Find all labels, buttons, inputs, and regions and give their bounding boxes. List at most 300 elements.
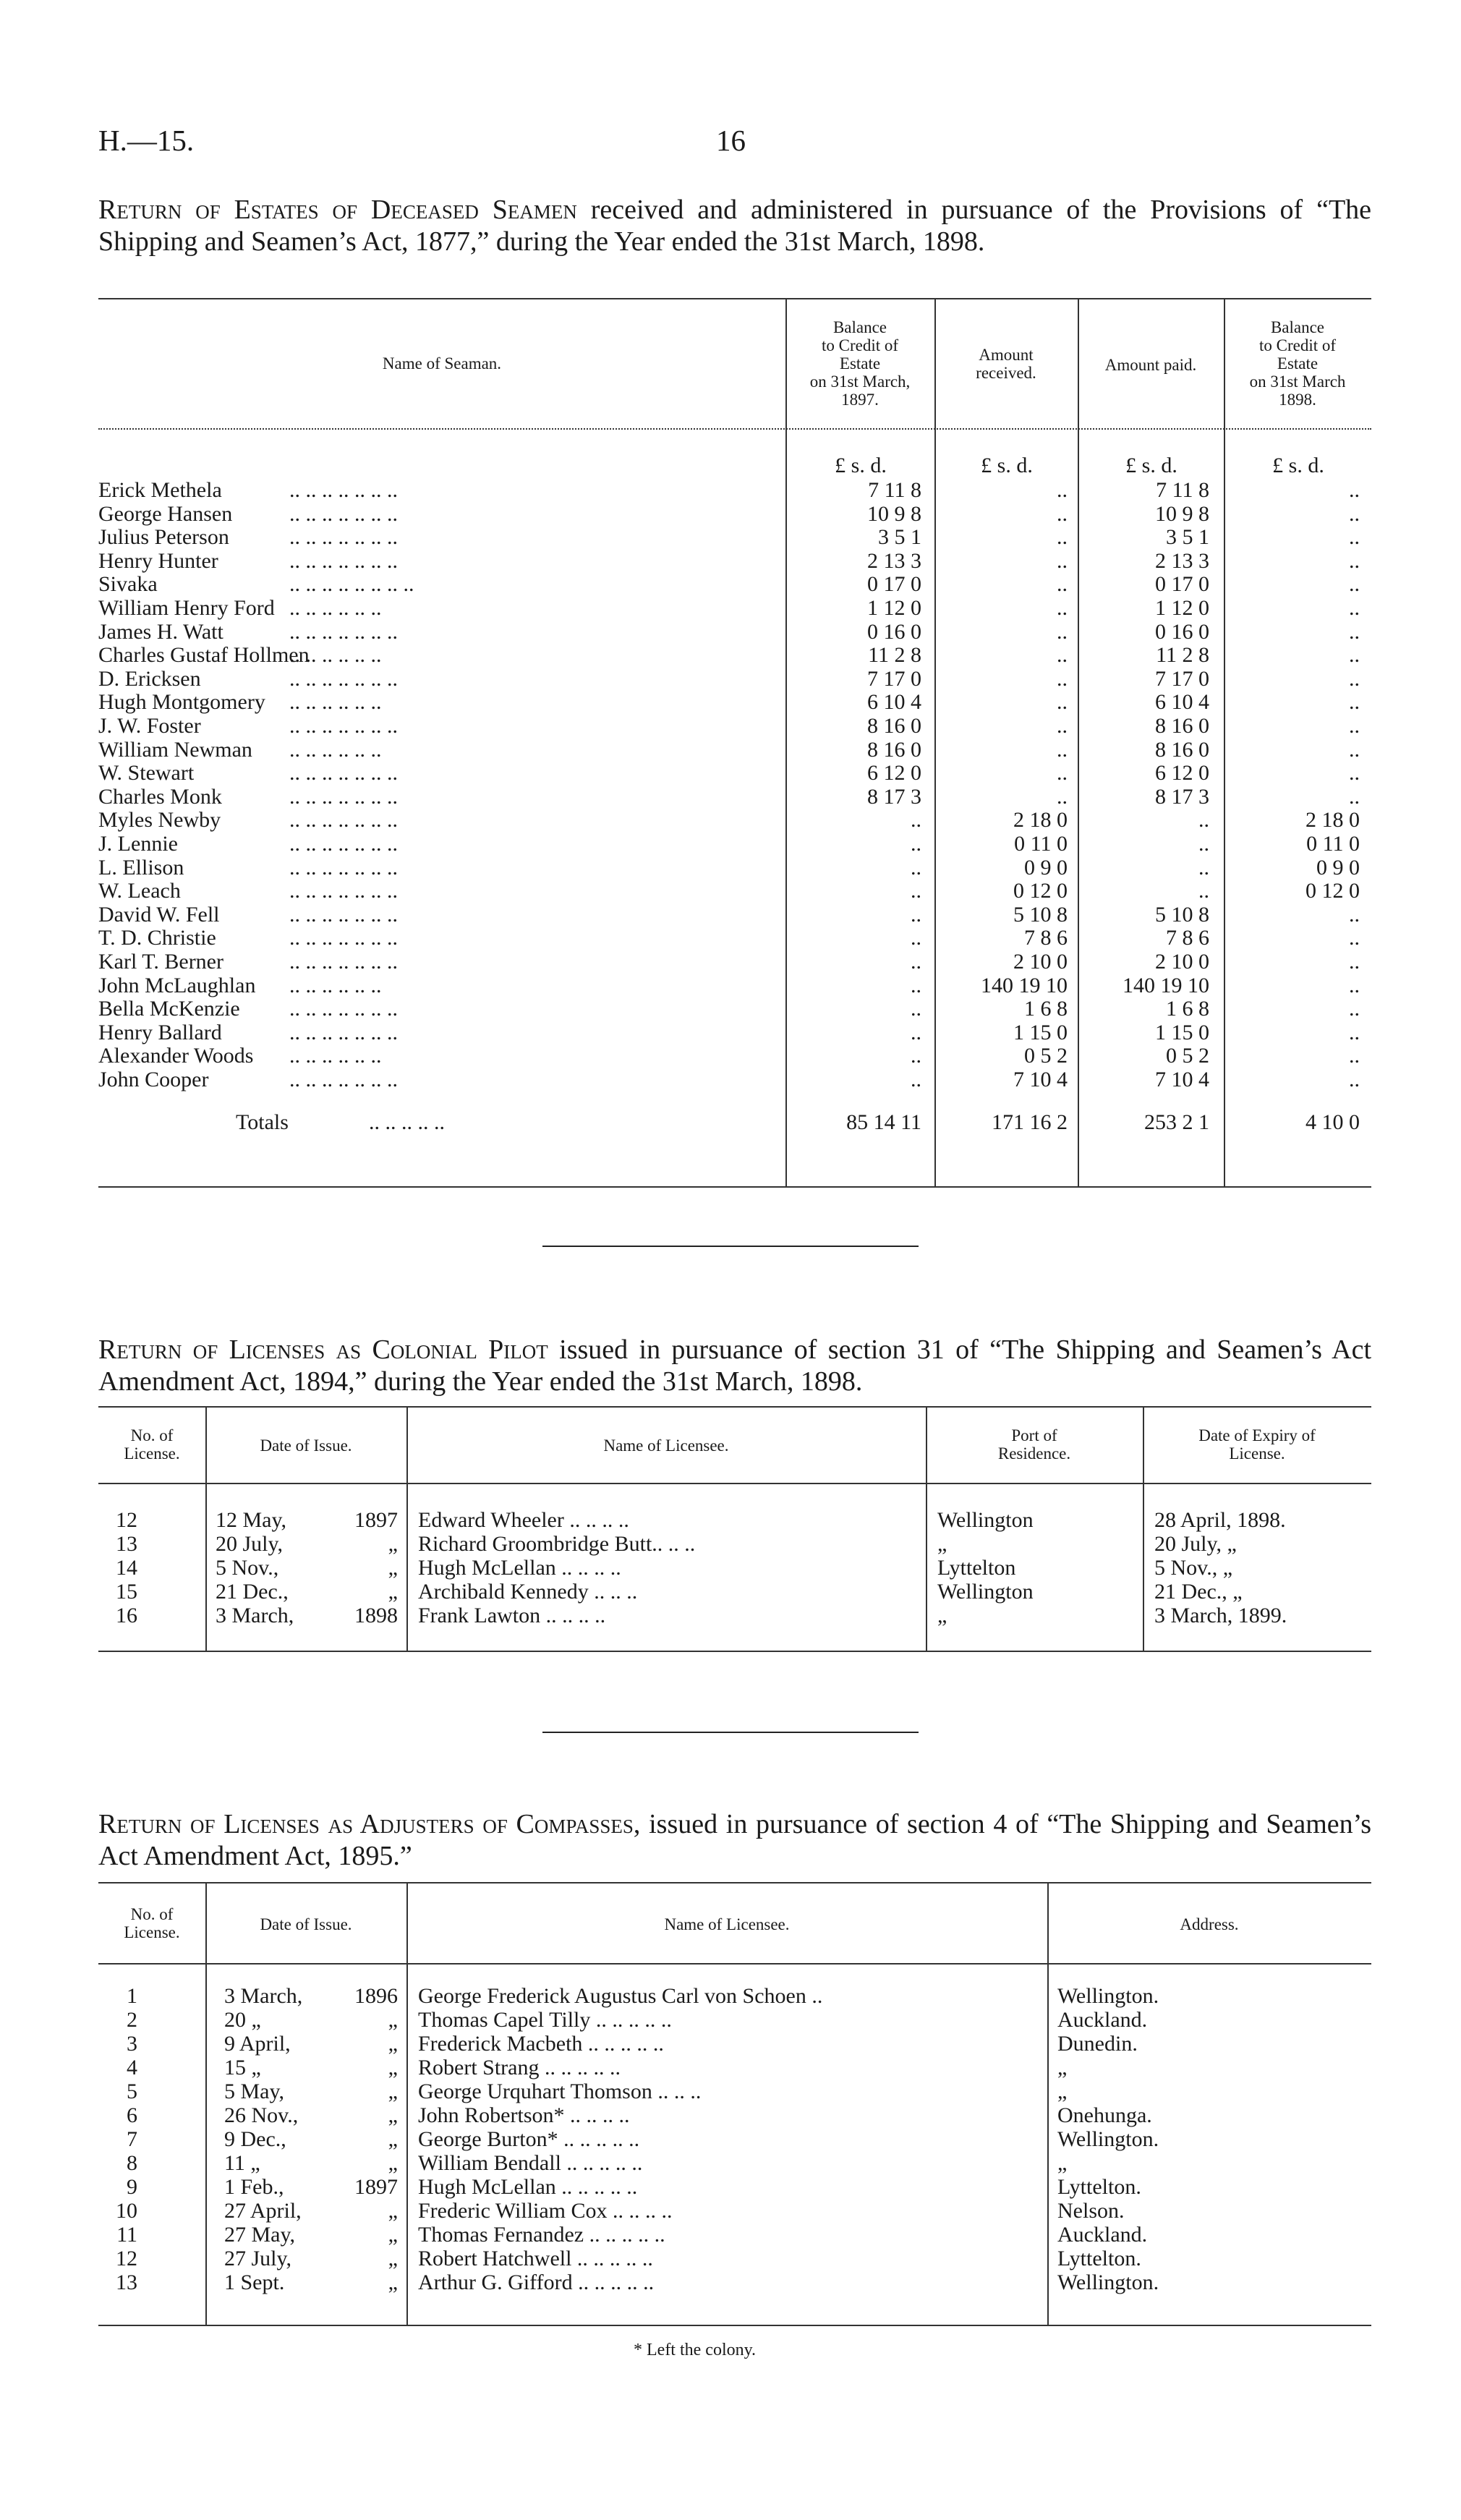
- licensee-name: Frederick Macbeth .. .. .. .. ..: [418, 2032, 664, 2056]
- licensee-name: Edward Wheeler .. .. .. ..: [418, 1508, 629, 1532]
- issue-date: 5 Nov.,: [216, 1556, 279, 1580]
- amount-paid: 8 17 3: [1155, 784, 1209, 809]
- compass-header-name: Name of Licensee.: [664, 1915, 790, 1933]
- issue-date: 3 March,: [224, 1984, 303, 2008]
- header-line: 1898.: [1279, 391, 1316, 409]
- licensee-name: Archibald Kennedy .. .. ..: [418, 1580, 638, 1604]
- address: Wellington.: [1057, 1984, 1159, 2008]
- table-row: [0, 2128, 1461, 2151]
- balance-1898: ..: [1349, 714, 1360, 738]
- totals-b1: 85 14 11: [846, 1110, 921, 1134]
- amount-received: ..: [1057, 737, 1068, 762]
- amount-received: 2 18 0: [1013, 808, 1068, 833]
- compass-header-address: Address.: [1180, 1915, 1239, 1933]
- license-no: 13: [116, 1532, 137, 1556]
- address: Wellington.: [1057, 2127, 1159, 2151]
- header-line: to Credit of: [821, 336, 899, 354]
- table-row: [0, 1604, 1461, 1627]
- licensee-name: Frank Lawton .. .. .. ..: [418, 1604, 606, 1627]
- pilot-title: [98, 1334, 1371, 1397]
- amount-paid: 0 17 0: [1155, 572, 1209, 597]
- table-row: [0, 621, 1461, 644]
- table-row: [0, 2200, 1461, 2223]
- balance-1898: ..: [1349, 784, 1360, 809]
- address: Auckland.: [1057, 2008, 1148, 2032]
- table-row: [0, 1533, 1461, 1556]
- license-no: 4: [127, 2056, 137, 2080]
- header-line: No. of: [130, 1426, 174, 1444]
- issue-date: 12 May,: [216, 1508, 287, 1532]
- balance-1898: ..: [1349, 478, 1360, 502]
- address: Dunedin.: [1057, 2032, 1138, 2056]
- balance-1897: ..: [911, 1044, 921, 1068]
- amount-received: 7 10 4: [1013, 1068, 1068, 1091]
- totals-received: 171 16 2: [992, 1110, 1068, 1134]
- seaman-name: Myles Newby: [98, 808, 221, 833]
- license-no: 10: [116, 2199, 137, 2223]
- seaman-name: J. W. Foster: [98, 714, 201, 738]
- issue-date: 26 Nov.,: [224, 2103, 299, 2127]
- leader-dots: .. .. .. .. .. .. ..: [289, 997, 398, 1021]
- balance-1898: 0 12 0: [1305, 879, 1360, 903]
- balance-1897: 0 17 0: [867, 572, 921, 597]
- table-row: [0, 880, 1461, 903]
- table-row: [0, 503, 1461, 526]
- amount-received: ..: [1057, 714, 1068, 738]
- leader-dots: .. .. .. .. .. .. ..: [289, 902, 398, 927]
- table-row: [0, 526, 1461, 549]
- header-line: License.: [1229, 1444, 1285, 1463]
- balance-1898: 0 11 0: [1306, 832, 1360, 856]
- issue-date: 3 March,: [216, 1604, 294, 1627]
- issue-year: „: [388, 2223, 398, 2247]
- issue-year: „: [388, 2127, 398, 2151]
- seaman-name: W. Stewart: [98, 761, 195, 786]
- amount-paid: 3 5 1: [1166, 525, 1209, 550]
- licensee-name: Hugh McLellan .. .. .. .. ..: [418, 2175, 638, 2199]
- compass-title-topic: of Licenses as Adjusters of Compasses,: [190, 1809, 641, 1839]
- pilot-header-no: [98, 1426, 205, 1463]
- issue-year: „: [388, 1556, 398, 1580]
- seaman-name: Hugh Montgomery: [98, 690, 265, 715]
- issue-year: „: [388, 2056, 398, 2080]
- header-line: Port of: [1011, 1426, 1057, 1444]
- balance-1897: 1 12 0: [867, 596, 921, 620]
- licensee-name: George Frederick Augustus Carl von Schoen ..: [418, 1984, 823, 2008]
- table-row: [0, 1580, 1461, 1604]
- balance-1897: 11 2 8: [868, 643, 921, 668]
- address: Lyttelton.: [1057, 2175, 1141, 2199]
- leader-dots: .. .. .. .. .. .. ..: [289, 832, 398, 856]
- licensee-name: Robert Strang .. .. .. .. ..: [418, 2056, 621, 2080]
- amount-received: ..: [1057, 619, 1068, 644]
- balance-1897: 6 12 0: [867, 761, 921, 786]
- leader-dots: .. .. .. .. .. ..: [289, 973, 382, 997]
- balance-1898: ..: [1349, 1020, 1360, 1044]
- estates-header-paid: Amount paid.: [1104, 356, 1197, 374]
- seaman-name: Charles Gustaf Hollmen: [98, 643, 310, 668]
- leader-dots: .. .. .. .. .. ..: [289, 643, 382, 668]
- expiry-date: 21 Dec., „: [1154, 1580, 1243, 1604]
- amount-received: ..: [1057, 690, 1068, 715]
- table-row: [0, 2009, 1461, 2032]
- issue-date: 9 April,: [224, 2032, 291, 2056]
- amount-paid: ..: [1198, 832, 1209, 856]
- compass-header-date: Date of Issue.: [260, 1915, 352, 1933]
- seaman-name: David W. Fell: [98, 902, 220, 927]
- table-row: [0, 2080, 1461, 2103]
- issue-year: „: [388, 2008, 398, 2032]
- balance-1897: ..: [911, 950, 921, 974]
- address: Lyttelton.: [1057, 2247, 1141, 2270]
- issue-date: 15 „: [224, 2056, 261, 2080]
- issue-date: 11 „: [224, 2151, 260, 2175]
- licensee-name: George Urquhart Thomson .. .. ..: [418, 2080, 702, 2103]
- balance-1898: 0 9 0: [1316, 855, 1360, 880]
- leader-dots: .. .. .. .. .. .. ..: [289, 950, 398, 974]
- table-row: [0, 833, 1461, 856]
- table-row: [0, 573, 1461, 596]
- amount-received: ..: [1057, 666, 1068, 691]
- issue-date: 9 Dec.,: [224, 2127, 286, 2151]
- seaman-name: Sivaka: [98, 572, 158, 597]
- license-no: 11: [116, 2223, 137, 2247]
- pilot-header-expiry: [1143, 1426, 1371, 1463]
- table-row: [0, 950, 1461, 974]
- license-no: 6: [127, 2103, 137, 2127]
- balance-1897: ..: [911, 1020, 921, 1044]
- seaman-name: T. D. Christie: [98, 926, 216, 950]
- estates-top-rule: [98, 298, 1371, 299]
- table-row: [0, 644, 1461, 667]
- header-line: received.: [976, 364, 1036, 382]
- compass-bottom-rule: [98, 2325, 1371, 2326]
- totals-label: Totals: [236, 1110, 289, 1134]
- leader-dots: .. .. .. .. .. .. ..: [289, 1068, 398, 1091]
- pilot-bottom-rule: [98, 1651, 1371, 1652]
- balance-1897: 8 16 0: [867, 714, 921, 738]
- header-line: to Credit of: [1258, 336, 1337, 354]
- license-no: 15: [116, 1580, 137, 1604]
- port: „: [937, 1532, 947, 1556]
- seaman-name: John McLaughlan: [98, 973, 256, 997]
- units-b1: £ s. d.: [835, 454, 887, 477]
- issue-year: 1896: [354, 1984, 398, 2008]
- balance-1898: ..: [1349, 548, 1360, 573]
- table-row: [0, 2247, 1461, 2270]
- table-row: [0, 997, 1461, 1021]
- amount-paid: ..: [1198, 808, 1209, 833]
- issue-year: „: [388, 2247, 398, 2270]
- table-row: [0, 1021, 1461, 1044]
- seaman-name: L. Ellison: [98, 855, 184, 880]
- header-line: Estate: [839, 354, 881, 373]
- table-row: [0, 2271, 1461, 2294]
- amount-paid: 6 10 4: [1155, 690, 1209, 715]
- balance-1898: ..: [1349, 1044, 1360, 1068]
- balance-1897: ..: [911, 832, 921, 856]
- licensee-name: Hugh McLellan .. .. .. ..: [418, 1556, 621, 1580]
- header-line: Date of Expiry of: [1198, 1426, 1316, 1444]
- port: Wellington: [937, 1580, 1034, 1604]
- address: „: [1057, 2151, 1068, 2175]
- table-row: [0, 597, 1461, 620]
- seaman-name: W. Leach: [98, 879, 181, 903]
- balance-1897: ..: [911, 1068, 921, 1091]
- licensee-name: Robert Hatchwell .. .. .. .. ..: [418, 2247, 653, 2270]
- pilot-title-lead: Return: [98, 1335, 182, 1365]
- license-no: 14: [116, 1556, 137, 1580]
- amount-paid: 5 10 8: [1155, 902, 1209, 927]
- port: „: [937, 1604, 947, 1627]
- table-row: [0, 715, 1461, 738]
- license-no: 3: [127, 2032, 137, 2056]
- amount-received: 1 6 8: [1024, 997, 1068, 1021]
- address: Wellington.: [1057, 2270, 1159, 2294]
- amount-paid: ..: [1198, 855, 1209, 880]
- issue-date: 27 July,: [224, 2247, 292, 2270]
- issue-date: 27 May,: [224, 2223, 296, 2247]
- header-line: on 31st March: [1249, 373, 1346, 391]
- footnote: * Left the colony.: [634, 2341, 757, 2359]
- issue-year: „: [388, 2080, 398, 2103]
- leader-dots: .. .. .. .. .. .. ..: [289, 666, 398, 691]
- license-no: 12: [116, 1508, 137, 1532]
- port: Lyttelton: [937, 1556, 1016, 1580]
- compass-top-rule: [98, 1882, 1371, 1883]
- leader-dots: .. .. .. .. .. .. ..: [289, 548, 398, 573]
- leader-dots: .. .. .. .. .. .. .. ..: [289, 572, 414, 597]
- amount-received: 0 11 0: [1014, 832, 1068, 856]
- issue-year: „: [388, 2032, 398, 2056]
- amount-paid: 11 2 8: [1156, 643, 1209, 668]
- licensee-name: William Bendall .. .. .. .. ..: [418, 2151, 643, 2175]
- section-separator: [542, 1732, 919, 1733]
- amount-received: 140 19 10: [981, 973, 1068, 997]
- table-row: [0, 1509, 1461, 1532]
- issue-year: „: [388, 2270, 398, 2294]
- pilot-title-topic: of Licenses as Colonial Pilot: [192, 1335, 548, 1365]
- pilot-title-rest: issued in pursuance of section 31 of “The Shipping and Seamen’s Act Amendment Act, 1894,” during the Year ended the 31st March, 1898.: [98, 1335, 1372, 1397]
- estates-title-topic: of Estates of Deceased Seamen: [195, 195, 577, 225]
- table-row: [0, 1557, 1461, 1580]
- table-row: [0, 2176, 1461, 2199]
- table-row: [0, 762, 1461, 785]
- seaman-name: Charles Monk: [98, 784, 222, 809]
- units-paid: £ s. d.: [1125, 454, 1177, 477]
- header-line: Residence.: [997, 1444, 1071, 1463]
- page-ref: H.—15.: [98, 124, 195, 157]
- leader-dots: .. .. .. .. .. .. ..: [289, 501, 398, 526]
- seaman-name: Bella McKenzie: [98, 997, 240, 1021]
- pilot-top-rule: [98, 1406, 1371, 1408]
- table-row: [0, 479, 1461, 502]
- seaman-name: D. Ericksen: [98, 666, 201, 691]
- amount-paid: 1 15 0: [1155, 1020, 1209, 1044]
- compass-header-no: [98, 1905, 205, 1941]
- header-line: 1897.: [841, 391, 879, 409]
- balance-1898: 2 18 0: [1305, 808, 1360, 833]
- balance-1898: ..: [1349, 997, 1360, 1021]
- amount-paid: 10 9 8: [1155, 501, 1209, 526]
- units-received: £ s. d.: [981, 454, 1033, 477]
- licensee-name: Arthur G. Gifford .. .. .. .. ..: [418, 2270, 655, 2294]
- amount-paid: 7 10 4: [1155, 1068, 1209, 1091]
- seaman-name: George Hansen: [98, 501, 233, 526]
- table-row: [0, 903, 1461, 927]
- seaman-name: Erick Methela: [98, 478, 222, 502]
- table-row: [0, 2104, 1461, 2127]
- balance-1897: 7 17 0: [867, 666, 921, 691]
- balance-1897: 7 11 8: [868, 478, 921, 502]
- seaman-name: James H. Watt: [98, 619, 223, 644]
- units-b2: £ s. d.: [1272, 454, 1324, 477]
- licensee-name: Frederic William Cox .. .. .. ..: [418, 2199, 673, 2223]
- license-no: 13: [116, 2270, 137, 2294]
- issue-year: „: [388, 1580, 398, 1604]
- amount-received: 5 10 8: [1013, 902, 1068, 927]
- estates-title-lead: Return: [98, 195, 182, 225]
- pilot-header-name: Name of Licensee.: [603, 1436, 729, 1455]
- amount-received: 0 12 0: [1013, 879, 1068, 903]
- amount-received: ..: [1057, 596, 1068, 620]
- amount-received: 7 8 6: [1024, 926, 1068, 950]
- table-row: [0, 550, 1461, 573]
- balance-1898: ..: [1349, 643, 1360, 668]
- issue-date: 27 April,: [224, 2199, 302, 2223]
- balance-1897: 8 16 0: [867, 737, 921, 762]
- license-no: 12: [116, 2247, 137, 2270]
- compass-head-rule: [98, 1963, 1371, 1965]
- license-no: 16: [116, 1604, 137, 1627]
- leader-dots: .. .. .. .. .. .. ..: [289, 714, 398, 738]
- amount-paid: 2 10 0: [1155, 950, 1209, 974]
- amount-received: ..: [1057, 501, 1068, 526]
- issue-date: 1 Feb.,: [224, 2175, 284, 2199]
- issue-date: 5 May,: [224, 2080, 285, 2103]
- seaman-name: John Cooper: [98, 1068, 209, 1091]
- header-line: Balance: [1270, 318, 1325, 336]
- balance-1898: ..: [1349, 525, 1360, 550]
- page-number: 16: [716, 124, 746, 157]
- issue-date: 21 Dec.,: [216, 1580, 289, 1604]
- balance-1897: ..: [911, 973, 921, 997]
- table-row: [0, 738, 1461, 762]
- estates-totals-row: [0, 1111, 1461, 1134]
- issue-year: 1898: [354, 1604, 398, 1627]
- issue-date: 20 July,: [216, 1532, 284, 1556]
- table-row: [0, 809, 1461, 832]
- header-line: Amount: [979, 346, 1034, 364]
- amount-paid: 8 16 0: [1155, 714, 1209, 738]
- table-row: [0, 1068, 1461, 1091]
- issue-date: 20 „: [224, 2008, 261, 2032]
- leader-dots: .. .. .. .. .. .. ..: [289, 478, 398, 502]
- seaman-name: Julius Peterson: [98, 525, 229, 550]
- leader-dots: .. .. .. .. .. .. ..: [289, 1020, 398, 1044]
- license-no: 9: [127, 2175, 137, 2199]
- address: „: [1057, 2056, 1068, 2080]
- license-no: 5: [127, 2080, 137, 2103]
- leader-dots: .. .. .. .. .. .. ..: [289, 879, 398, 903]
- estates-head-rule: [98, 428, 1371, 430]
- leader-dots: .. .. .. .. .. ..: [289, 1044, 382, 1068]
- issue-year: „: [388, 2103, 398, 2127]
- estates-header-balance-1898: [1224, 318, 1371, 409]
- address: Onehunga.: [1057, 2103, 1152, 2127]
- balance-1897: ..: [911, 926, 921, 950]
- totals-dots: .. .. .. .. ..: [369, 1110, 445, 1134]
- leader-dots: .. .. .. .. .. .. ..: [289, 619, 398, 644]
- leader-dots: .. .. .. .. .. ..: [289, 737, 382, 762]
- issue-year: „: [388, 2199, 398, 2223]
- estates-header-received: [934, 346, 1078, 382]
- amount-paid: 0 16 0: [1155, 619, 1209, 644]
- amount-received: ..: [1057, 784, 1068, 809]
- amount-received: 0 9 0: [1024, 855, 1068, 880]
- license-no: 2: [127, 2008, 137, 2032]
- section-separator: [542, 1246, 919, 1247]
- amount-received: 1 15 0: [1013, 1020, 1068, 1044]
- balance-1897: 0 16 0: [867, 619, 921, 644]
- amount-received: ..: [1057, 572, 1068, 597]
- expiry-date: 28 April, 1898.: [1154, 1508, 1286, 1532]
- estates-bottom-rule: [98, 1186, 1371, 1188]
- pilot-head-rule: [98, 1483, 1371, 1484]
- table-row: [0, 786, 1461, 809]
- balance-1897: 3 5 1: [878, 525, 921, 550]
- issue-year: 1897: [354, 1508, 398, 1532]
- table-row: [0, 691, 1461, 714]
- licensee-name: Richard Groombridge Butt.. .. ..: [418, 1532, 696, 1556]
- balance-1897: ..: [911, 855, 921, 880]
- balance-1898: ..: [1349, 761, 1360, 786]
- issue-date: 1 Sept.: [224, 2270, 285, 2294]
- header-line: No. of: [130, 1905, 174, 1923]
- leader-dots: .. .. .. .. .. .. ..: [289, 855, 398, 880]
- table-row: [0, 1985, 1461, 2008]
- estates-units-row: [0, 454, 1461, 477]
- estates-title: [98, 194, 1371, 257]
- licensee-name: Thomas Capel Tilly .. .. .. .. ..: [418, 2008, 672, 2032]
- amount-paid: 2 13 3: [1155, 548, 1209, 573]
- pilot-header-date: Date of Issue.: [260, 1436, 352, 1455]
- expiry-date: 5 Nov., „: [1154, 1556, 1233, 1580]
- amount-received: ..: [1057, 548, 1068, 573]
- compass-title-rest: issued in pursuance of section 4 of “The Shipping and Seamen’s Act Amendment Act, 1895.”: [98, 1809, 1372, 1871]
- leader-dots: .. .. .. .. .. .. ..: [289, 808, 398, 833]
- amount-paid: 1 6 8: [1166, 997, 1209, 1021]
- seaman-name: William Newman: [98, 737, 252, 762]
- balance-1897: 10 9 8: [867, 501, 921, 526]
- seaman-name: Alexander Woods: [98, 1044, 254, 1068]
- balance-1898: ..: [1349, 737, 1360, 762]
- expiry-date: 3 March, 1899.: [1154, 1604, 1287, 1627]
- amount-paid: 0 5 2: [1166, 1044, 1209, 1068]
- amount-paid: 140 19 10: [1123, 973, 1209, 997]
- table-row: [0, 2032, 1461, 2056]
- issue-year: 1897: [354, 2175, 398, 2199]
- seaman-name: Karl T. Berner: [98, 950, 223, 974]
- estates-header-balance-1897: [785, 318, 934, 409]
- leader-dots: .. .. .. .. .. .. ..: [289, 525, 398, 550]
- balance-1898: ..: [1349, 666, 1360, 691]
- seaman-name: William Henry Ford: [98, 596, 275, 620]
- amount-received: 2 10 0: [1013, 950, 1068, 974]
- header-line: License.: [124, 1444, 180, 1463]
- balance-1898: ..: [1349, 619, 1360, 644]
- balance-1898: ..: [1349, 950, 1360, 974]
